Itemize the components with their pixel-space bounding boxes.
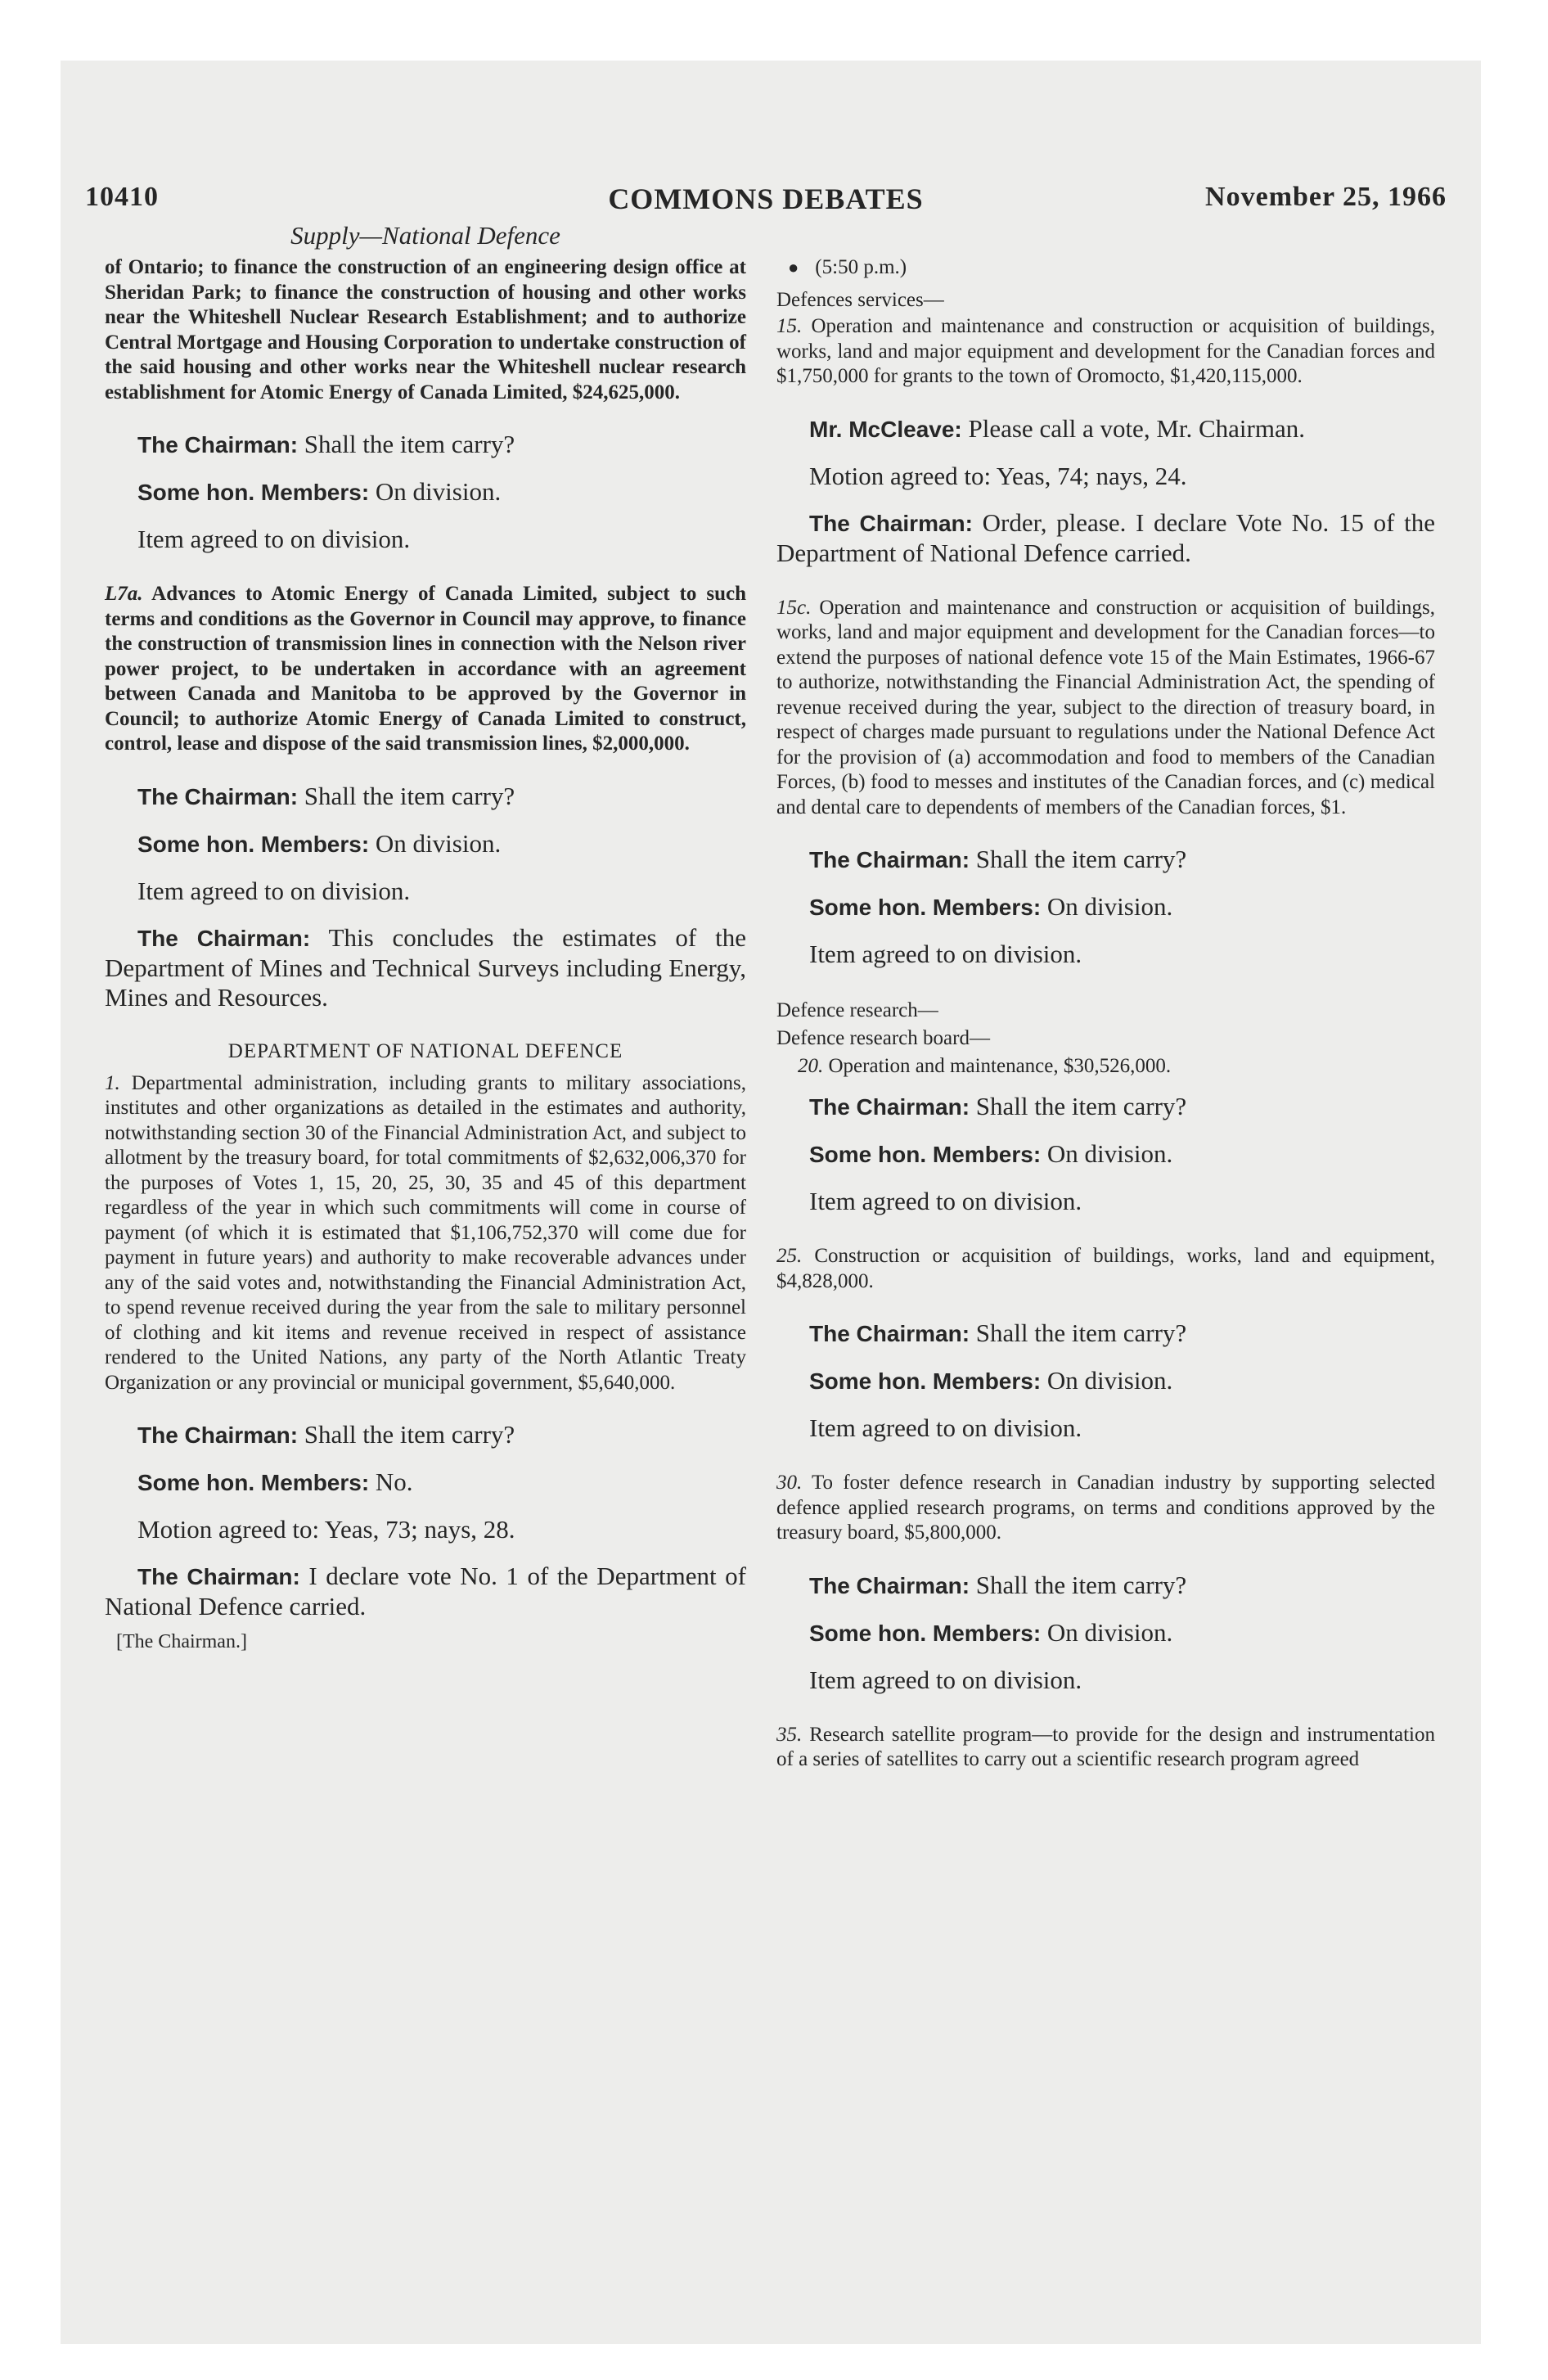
speech [105, 1562, 746, 1621]
procedural-note: Item agreed to on division. [809, 1187, 1082, 1215]
vote-number: 25. [776, 1245, 803, 1267]
speech [105, 782, 746, 812]
vote-number: 15c. [776, 596, 812, 619]
item-text: To foster defence research in Canadian industry by supporting selected defence applied research programs, on terms and conditions approved by the treasury board, $5,800,000. [776, 1472, 1435, 1544]
procedural-note: Item agreed to on division. [809, 940, 1082, 968]
estimate-item [776, 1244, 1435, 1294]
speaker: The Chairman: [137, 1422, 299, 1448]
page-number: 10410 [85, 182, 159, 212]
speaker: The Chairman: [137, 783, 299, 809]
vote-number: 15. [776, 315, 803, 337]
continuation-note: [The Chairman.] [116, 1631, 247, 1652]
estimate-item [776, 314, 1435, 390]
speech-text: Order, please. I declare Vote No. 15 of the Department of National Defence carried. [776, 507, 1435, 567]
speech [776, 1092, 1435, 1122]
speech [105, 923, 746, 1012]
speaker: The Chairman: [137, 925, 311, 951]
speech-text: No. [375, 1467, 413, 1496]
speech-text: On division. [1046, 1366, 1173, 1395]
speaker: The Chairman: [137, 1564, 300, 1589]
speaker: Some hon. Members: [809, 1368, 1042, 1394]
estimate-item [105, 582, 746, 757]
vote-number: 20. [798, 1055, 824, 1077]
estimate-item [776, 1471, 1435, 1546]
speech [776, 892, 1435, 922]
speech [776, 414, 1435, 444]
speech [776, 845, 1435, 875]
section-subhead: Supply—National Defence [290, 221, 560, 250]
estimate-item: of Ontario; to finance the construction of an engineering design office at Sheridan Park; to finance the construction of housing and other works near the Whiteshell Nuclear Research Establishment; and to authorize Central Mortgage and Housing Corporation to undertake construction of the said housing and other works near the Whiteshell nuclear research establishment for Atomic Energy of Canada Limited, $24,625,000. [105, 256, 746, 403]
speaker: The Chairman: [809, 1321, 970, 1346]
speech [776, 1318, 1435, 1349]
vote-number: 35. [776, 1723, 803, 1746]
publication-title: COMMONS DEBATES [608, 183, 924, 215]
speech-text: Shall the item carry? [304, 430, 515, 458]
time-text: (5:50 p.m.) [815, 256, 907, 278]
speech-text: Please call a vote, Mr. Chairman. [968, 413, 1305, 443]
speaker: The Chairman: [809, 847, 970, 872]
speech-text: Shall the item carry? [304, 1420, 515, 1449]
speaker: Some hon. Members: [809, 895, 1042, 920]
speaker: The Chairman: [809, 510, 973, 536]
speech-text: On division. [375, 828, 502, 858]
speaker: Some hon. Members: [137, 831, 370, 857]
speech [776, 1139, 1435, 1170]
procedural-note: Item agreed to on division. [809, 1413, 1082, 1442]
speaker: The Chairman: [809, 1094, 970, 1120]
vote-number: L7a. [105, 583, 143, 605]
speech-text: On division. [375, 477, 502, 506]
page-date: November 25, 1966 [1205, 182, 1447, 212]
speech [105, 430, 746, 460]
speech [776, 1571, 1435, 1601]
vote-number: 1. [105, 1071, 120, 1094]
sub-heading: Defence research— [776, 999, 938, 1021]
estimate-item [105, 1071, 746, 1396]
speaker: Some hon. Members: [809, 1142, 1042, 1167]
bullet-icon: ● [788, 257, 799, 277]
item-text: Operation and maintenance and construction or acquisition of buildings, works, land and major equipment and development for the Canadian forces and $1,750,000 for grants to the town of Oromocto, $1,420,115,000. [776, 315, 1436, 387]
speech [776, 1366, 1435, 1396]
speaker: Some hon. Members: [809, 1620, 1042, 1646]
speech-text: This concludes the estimates of the Department of Mines and Technical Surveys including Energy, Mines and Resources. [105, 922, 746, 1012]
item-text: Research satellite program—to provide for the design and instrumentation of a series of satellites to carry out a scientific research program agreed [776, 1723, 1435, 1770]
item-text: Departmental administration, including grants to military associations, institutes and other organizations as detailed in the estimates and authority, notwithstanding section 30 of the Financial Administration Act, and subject to allotment by the treasury board, for total commitments of $2,632,006,370 for the purposes of Votes 1, 15, 20, 25, 30, 35 and 45 of this department regardless of the year in which such commitments will come in course of payment (of which it is estimated that $1,106,752,370 will come due for payment in future years) and authority to make recoverable advances under any of the said votes and, notwithstanding the Financial Administration Act, to spend revenue received during the year from the sale to military personnel of clothing and kit items and revenue received in respect of assistance rendered to the United Nations, any party of the North Atlantic Treaty Organization or any provincial or municipal government, $5,640,000. [105, 1071, 746, 1394]
sub-heading: Defence research board— [776, 1027, 990, 1049]
item-text: Advances to Atomic Energy of Canada Limited, subject to such terms and conditions as the Governor in Council may approve, to finance the construction of transmission lines in connection with the Nelson river power project, to be undertaken in accordance with an agreement between Canada and Manitoba to be approved by the Governor in Council; to authorize Atomic Energy of Canada Limited to construct, control, lease and dispose of the said transmission lines, $2,000,000. [105, 583, 746, 755]
speech [105, 1467, 746, 1498]
speech-text: On division. [1046, 892, 1173, 921]
speech-text: On division. [1046, 1139, 1173, 1168]
speaker: The Chairman: [137, 432, 299, 458]
item-text: Operation and maintenance and construction or acquisition of buildings, works, land and major equipment and development for the Canadian forces—to extend the purposes of national defence vote 15 of the Main Estimates, 1966-67 to authorize, notwithstanding the Financial Administration Act, the spending of revenue received during the year, subject to the direction of treasury board, in respect of charges made pursuant to regulations under the National Defence Act for the provision of (a) accommodation and food to members of the Canadian Forces, (b) food to messes and institutes of the Canadian forces, and (c) medical and dental care to dependents of members of the Canadian forces, $1. [776, 596, 1436, 818]
right-column [776, 221, 1435, 1773]
procedural-note: Motion agreed to: Yeas, 74; nays, 24. [809, 461, 1187, 490]
speaker: The Chairman: [809, 1572, 970, 1598]
timestamp [776, 254, 1435, 282]
speech-text: Shall the item carry? [975, 1092, 1187, 1120]
speech-text: Shall the item carry? [975, 1570, 1187, 1599]
speech [776, 508, 1435, 568]
speaker: Some hon. Members: [137, 480, 370, 505]
estimate-item [776, 1053, 1435, 1080]
procedural-note: Item agreed to on division. [137, 876, 411, 905]
estimate-item [776, 596, 1435, 821]
item-text: Operation and maintenance, $30,526,000. [828, 1055, 1172, 1077]
speech [105, 477, 746, 507]
speech-text: I declare vote No. 1 of the Department of National Defence carried. [105, 1562, 747, 1620]
vote-number: 30. [776, 1472, 803, 1494]
department-heading: DEPARTMENT OF NATIONAL DEFENCE [227, 1039, 623, 1062]
speech [105, 1420, 746, 1450]
left-column [105, 221, 746, 1653]
speech-text: On division. [1046, 1617, 1173, 1647]
estimate-item [776, 1723, 1435, 1773]
speech-text: Shall the item carry? [975, 1318, 1187, 1347]
speaker: Some hon. Members: [137, 1470, 370, 1495]
page-header [85, 182, 1447, 221]
speech-text: Shall the item carry? [304, 781, 515, 810]
sub-heading: Defences services— [776, 289, 944, 311]
speech [105, 829, 746, 859]
procedural-note: Motion agreed to: Yeas, 73; nays, 28. [137, 1515, 515, 1544]
speech-text: Shall the item carry? [975, 845, 1187, 873]
speaker: Mr. McCleave: [809, 416, 962, 442]
procedural-note: Item agreed to on division. [137, 525, 411, 553]
procedural-note: Item agreed to on division. [809, 1665, 1082, 1694]
speech [776, 1618, 1435, 1648]
item-text: Construction or acquisition of buildings, works, land and equipment, $4,828,000. [776, 1245, 1435, 1292]
